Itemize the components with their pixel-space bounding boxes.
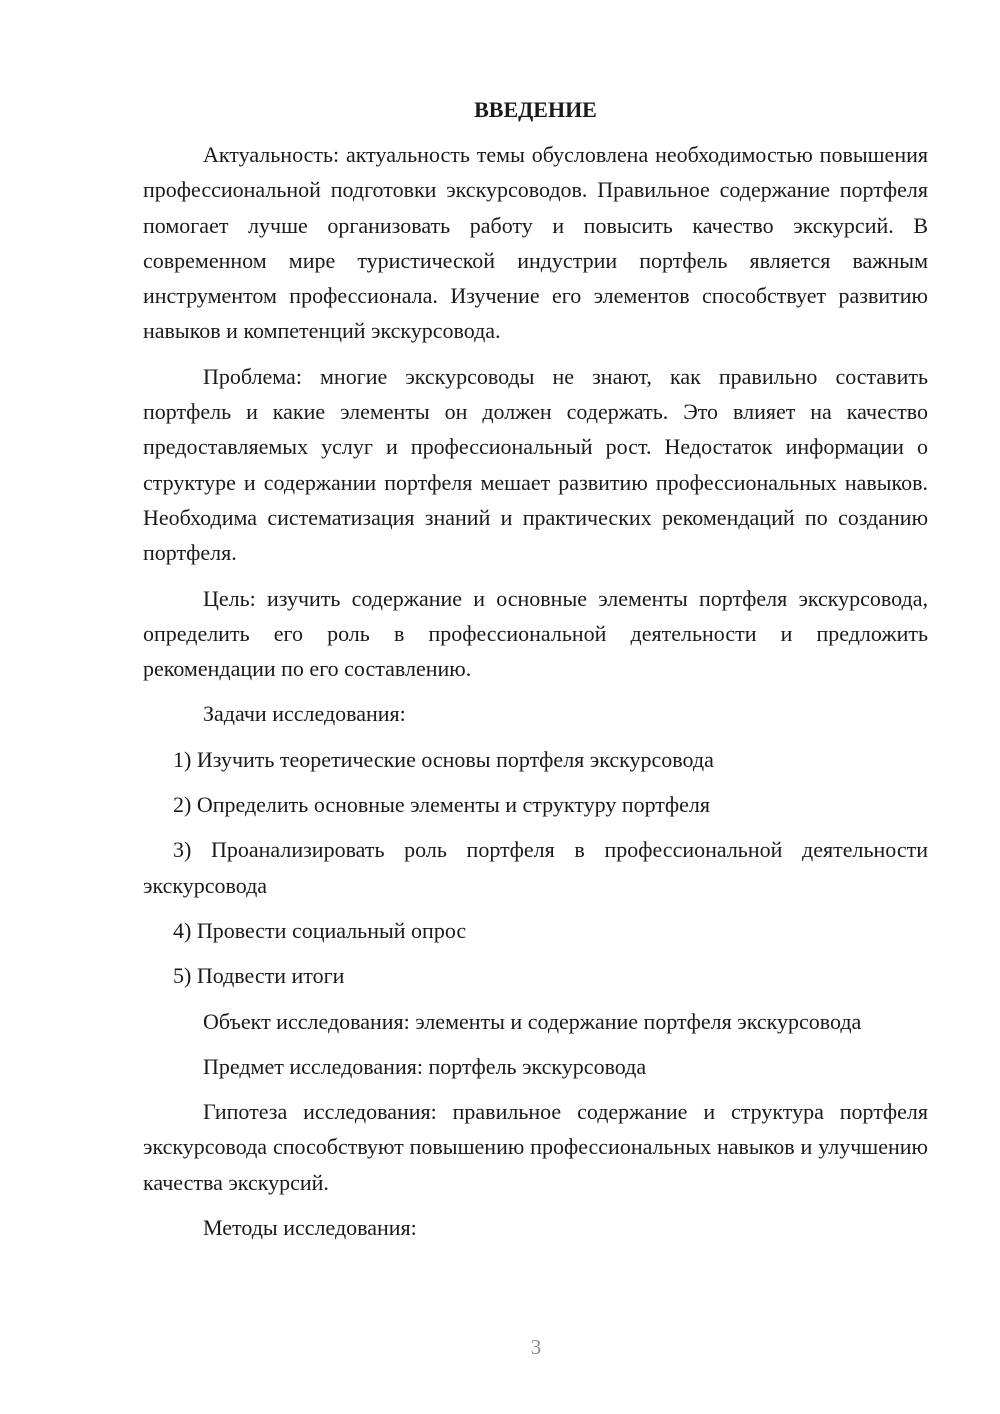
page-number: 3 bbox=[530, 1335, 542, 1359]
task-item-4: 4) Провести социальный опрос bbox=[173, 917, 467, 943]
task-item-2: 2) Определить основные элементы и структуру портфеля bbox=[173, 792, 711, 818]
section-title: ВВЕДЕНИЕ bbox=[474, 97, 597, 122]
subject-paragraph: Предмет исследования: портфель экскурсовода bbox=[203, 1053, 647, 1079]
task-item-1: 1) Изучить теоретические основы портфеля экскурсовода bbox=[173, 746, 714, 772]
tasks-heading: Задачи исследования: bbox=[203, 701, 406, 727]
task-item-5: 5) Подвести итоги bbox=[173, 963, 345, 989]
goal-paragraph: Цель: изучить содержание и основные элементы портфеля экскурсовода, определить его роль в профессиональной деятельности и предложить рекомендации по его составлению. bbox=[143, 585, 928, 682]
task-item-3: 3) Проанализировать роль портфеля в профессиональной деятельности экскурсовода bbox=[143, 837, 928, 898]
object-paragraph: Объект исследования: элементы и содержание портфеля экскурсовода bbox=[203, 1008, 862, 1034]
hypothesis-paragraph: Гипотеза исследования: правильное содержание и структура портфеля экскурсовода способствуют повышению профессиональных навыков и улучшению качества экскурсий. bbox=[143, 1099, 928, 1195]
problem-paragraph: Проблема: многие экскурсоводы не знают, как правильно составить портфель и какие элементы он должен содержать. Это влияет на качество предоставляемых услуг и профессиональный рост. Недостаток информации о структуре и содержании портфеля мешает развитию профессиональных навыков. Необходима систематизация знаний и практических рекомендаций по созданию портфеля. bbox=[143, 363, 928, 566]
page-content bbox=[143, 95, 928, 1255]
relevance-paragraph: Актуальность: актуальность темы обусловлена необходимостью повышения профессиональной подготовки экскурсоводов. Правильное содержание портфеля помогает лучше организовать работу и повысить качество экскурсий. В современном мире туристической индустрии портфель является важным инструментом профессионала. Изучение его элементов способствует развитию навыков и компетенций экскурсовода. bbox=[143, 142, 928, 344]
methods-heading: Методы исследования: bbox=[203, 1215, 417, 1241]
